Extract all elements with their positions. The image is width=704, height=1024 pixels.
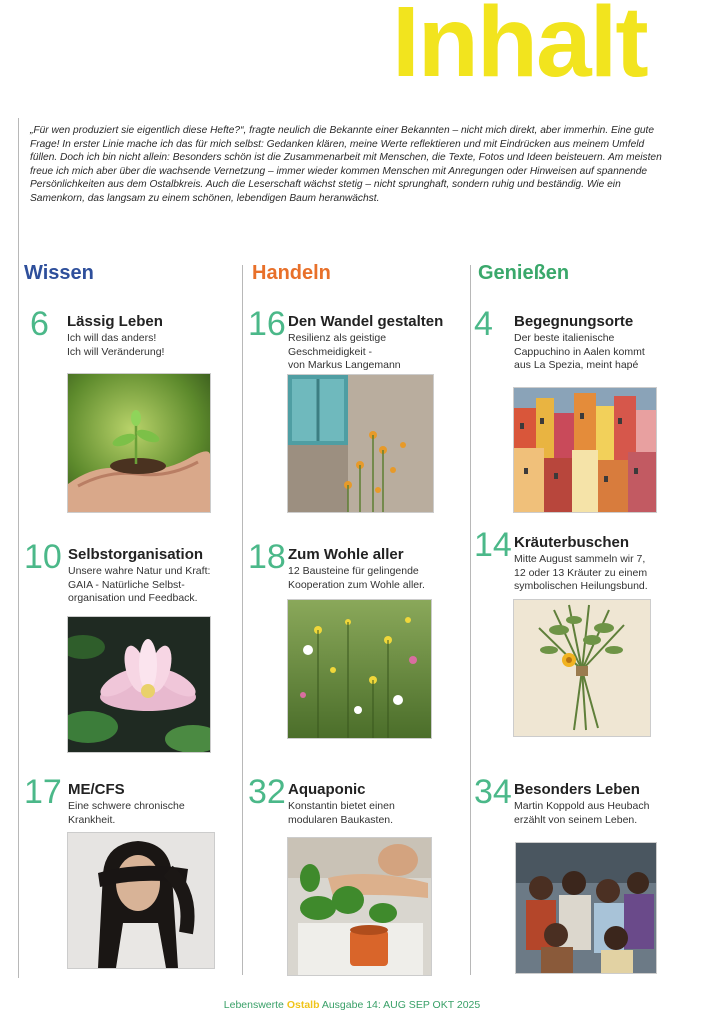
column-heading-geniessen: Genießen [478,262,570,284]
column-heading-wissen: Wissen [24,262,94,284]
page-number: 14 [474,526,512,564]
entry-description: Ich will das anders! Ich will Veränderung! [67,332,165,358]
divider-left [18,118,19,978]
divider-mid-1 [242,265,243,975]
page-number: 6 [30,305,49,343]
page-number: 34 [474,773,512,811]
entry-title: Selbstorganisation [68,546,204,563]
entry-title: Zum Wohle aller [288,546,404,563]
divider-mid-2 [470,265,471,975]
entry-title: Lässig Leben [67,313,163,330]
footer-prefix: Lebenswerte [223,999,287,1011]
water-lily-photo [68,617,210,752]
page-number: 16 [248,305,286,343]
woman-covering-eyes-photo [68,833,214,968]
footer [0,999,704,1011]
entry-description: Eine schwere chronische Krankheit. [68,800,185,826]
page-number: 18 [248,538,286,576]
entry-description: Mitte August sammeln wir 7, 12 oder 13 Kräuter zu einem symbolischen Heilungsbund. [514,553,648,592]
entry-description: Konstantin bietet einen modularen Baukasten. [288,800,395,826]
column-heading-handeln: Handeln [252,262,331,284]
entry-title: Aquaponic [288,781,366,798]
entry-title: Den Wandel gestalten [288,313,444,330]
entry-description: 12 Bausteine für gelingende Kooperation zum Wohle aller. [288,565,425,591]
page-number: 4 [474,305,493,343]
entry-title: Kräuterbuschen [514,534,630,551]
entry-description: Martin Koppold aus Heubach erzählt von seinem Leben. [514,800,650,826]
entry-title: Begegnungsorte [514,313,634,330]
herb-bundle-photo [514,600,650,736]
entry-title: Besonders Leben [514,781,640,798]
page-number: 32 [248,773,286,811]
wildflower-meadow-photo [288,600,431,738]
entry-description: Resilienz als geistige Geschmeidigkeit - von Markus Langemann [288,332,401,371]
entry-description: Unsere wahre Natur und Kraft: GAIA - Natürliche Selbst- organisation und Feedback. [68,565,211,604]
entry-title: ME/CFS [68,781,125,798]
hand-seedling-photo [68,374,210,512]
colorful-village-photo [514,388,656,512]
footer-brand: Ostalb [286,999,320,1011]
aquaponic-planter-photo [288,838,431,975]
footer-issue: Ausgabe 14: AUG SEP OKT 2025 [319,999,481,1011]
entry-description: Der beste italienische Cappuchino in Aalen kommt aus La Spezia, meint hapé [514,332,645,371]
intro-text: „Für wen produziert sie eigentlich diese Hefte?“, fragte neulich die Bekannte einer Bekannten – nicht mich direkt, aber immerhin. Eine gute Frage! In erster Linie mache ich das für mich selbst: Gedanken klären, meine Werte reflektieren und mit Eindrücken aus meinem Umfeld füllen. Doch ich bin nicht allein: Besonders schön ist die Zusammenarbeit mit Menschen, die Texte, Fotos und Ideen beisteuern. Am meisten freue ich mich aber über die wachsende Vernetzung – immer wieder kommen Menschen mit Anregungen oder Hinweisen auf spannende Persönlichkeiten aus dem Ostalbkreis. Auch die Leserschaft wächst stetig – nicht sprunghaft, sondern ruhig und beständig. Wie ein Samenkorn, das langsam zu einem schönen, lebendigen Baum heranwächst. [30,125,662,204]
page-number: 17 [24,773,62,811]
children-group-photo [516,843,656,973]
wall-flowers-photo [288,375,433,512]
page-title: Inhalt [392,0,647,98]
page-number: 10 [24,538,62,576]
